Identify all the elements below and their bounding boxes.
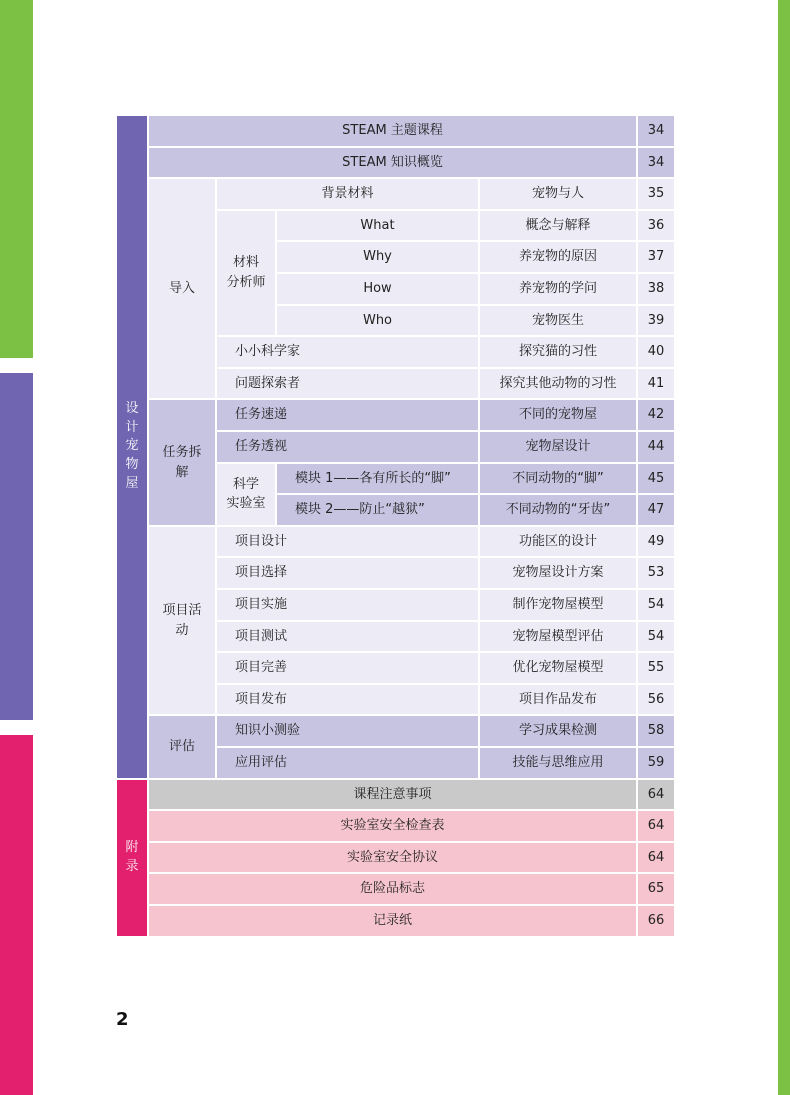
toc-page bbox=[638, 432, 674, 462]
toc-topic-text: 任务透视 bbox=[235, 439, 288, 455]
toc-title bbox=[480, 242, 636, 272]
toc-page bbox=[638, 685, 674, 715]
toc-page-text: 41 bbox=[647, 375, 665, 391]
toc-page-text: 56 bbox=[647, 691, 665, 707]
toc-page bbox=[638, 211, 674, 241]
toc-page bbox=[638, 653, 674, 683]
toc-topic-text: 知识小测验 bbox=[235, 723, 301, 739]
toc-title-text: 养宠物的原因 bbox=[518, 249, 597, 265]
toc-title-text: 概念与解释 bbox=[525, 217, 591, 233]
toc-title bbox=[480, 337, 636, 367]
toc-title-text: 探究猫的习性 bbox=[518, 344, 597, 360]
toc-topic-text: 项目实施 bbox=[235, 597, 288, 613]
appendix-title-text: 记录纸 bbox=[372, 913, 412, 929]
appendix-title bbox=[149, 780, 636, 810]
toc-topic-text: 项目完善 bbox=[235, 660, 288, 676]
toc-topic bbox=[277, 274, 478, 304]
toc-title-text: 功能区的设计 bbox=[518, 533, 597, 549]
toc-topic-text: How bbox=[363, 281, 392, 297]
toc-title bbox=[480, 495, 636, 525]
toc-page bbox=[638, 337, 674, 367]
toc-topic bbox=[217, 400, 478, 430]
table-of-contents bbox=[117, 116, 674, 938]
toc-title-text: 养宠物的学问 bbox=[518, 281, 597, 297]
appendix-title-text: 危险品标志 bbox=[359, 881, 425, 897]
toc-title-text: 宠物屋设计方案 bbox=[512, 565, 604, 581]
toc-title bbox=[480, 306, 636, 336]
appendix-title-text: 实验室安全协议 bbox=[346, 849, 438, 865]
toc-title-text: 不同动物的“脚” bbox=[512, 470, 604, 486]
toc-title-text: 宠物屋设计 bbox=[525, 439, 591, 455]
toc-title bbox=[480, 685, 636, 715]
toc-topic-text: 项目选择 bbox=[235, 565, 288, 581]
appendix-page-text: 64 bbox=[647, 786, 665, 802]
toc-topic-text: 模块 2——防止“越狱” bbox=[295, 502, 425, 518]
toc-title-text: 探究其他动物的习性 bbox=[499, 375, 617, 391]
toc-title bbox=[480, 716, 636, 746]
toc-title bbox=[149, 148, 636, 178]
appendix-page-text: 64 bbox=[647, 818, 665, 834]
toc-page bbox=[638, 116, 674, 146]
section-appendix-text: 附录 bbox=[125, 839, 139, 874]
toc-page bbox=[638, 179, 674, 209]
toc-page-text: 34 bbox=[647, 154, 665, 170]
group-decompose bbox=[149, 400, 215, 524]
toc-page bbox=[638, 748, 674, 778]
toc-page bbox=[638, 306, 674, 336]
toc-topic-text: 任务速递 bbox=[235, 407, 288, 423]
subgroup-lab-text: 科学 实验室 bbox=[226, 476, 266, 512]
toc-title-text: 技能与思维应用 bbox=[512, 755, 604, 771]
subgroup-analyst bbox=[217, 211, 275, 335]
toc-page-text: 49 bbox=[647, 533, 665, 549]
toc-topic bbox=[217, 685, 478, 715]
appendix-title bbox=[149, 874, 636, 904]
toc-title-text: 优化宠物屋模型 bbox=[512, 660, 604, 676]
toc-page bbox=[638, 400, 674, 430]
toc-title-text: 宠物屋模型评估 bbox=[512, 628, 604, 644]
toc-topic-text: 背景材料 bbox=[321, 186, 374, 202]
appendix-page bbox=[638, 843, 674, 873]
subgroup-analyst-text: 材料 分析师 bbox=[226, 255, 266, 290]
toc-topic bbox=[217, 432, 478, 462]
toc-title bbox=[480, 527, 636, 557]
toc-title-text: 制作宠物屋模型 bbox=[512, 597, 604, 613]
group-decompose-text: 任务拆 解 bbox=[162, 445, 202, 480]
toc-page bbox=[638, 622, 674, 652]
right-green-bar bbox=[778, 0, 790, 1095]
toc-topic bbox=[217, 622, 478, 652]
page-number: 2 bbox=[116, 1009, 129, 1030]
toc-topic bbox=[217, 558, 478, 588]
toc-page bbox=[638, 148, 674, 178]
toc-topic bbox=[217, 527, 478, 557]
appendix-title bbox=[149, 811, 636, 841]
toc-page-text: 37 bbox=[647, 249, 665, 265]
toc-title bbox=[480, 179, 636, 209]
toc-topic-text: 小小科学家 bbox=[235, 344, 301, 360]
toc-topic bbox=[277, 242, 478, 272]
toc-page-text: 38 bbox=[647, 281, 665, 297]
toc-title bbox=[480, 748, 636, 778]
toc-title-text: 宠物医生 bbox=[531, 312, 584, 328]
toc-page-text: 58 bbox=[647, 723, 665, 739]
toc-topic bbox=[217, 590, 478, 620]
group-project-text: 项目活 动 bbox=[162, 603, 202, 638]
toc-page bbox=[638, 590, 674, 620]
appendix-page bbox=[638, 874, 674, 904]
toc-page bbox=[638, 716, 674, 746]
section-design-house-text: 设计宠物屋 bbox=[125, 400, 139, 492]
appendix-title-text: 课程注意事项 bbox=[353, 786, 432, 802]
toc-title-text: STEAM 主题课程 bbox=[342, 123, 443, 139]
toc-page-text: 45 bbox=[647, 470, 665, 486]
group-project bbox=[149, 527, 215, 715]
group-evaluate-text: 评估 bbox=[168, 739, 195, 755]
toc-page-text: 36 bbox=[647, 217, 665, 233]
left-pink-bar bbox=[0, 735, 33, 1095]
toc-topic-text: 项目测试 bbox=[235, 628, 288, 644]
toc-page-text: 35 bbox=[647, 186, 665, 202]
toc-topic bbox=[217, 653, 478, 683]
toc-title bbox=[480, 274, 636, 304]
toc-page-text: 42 bbox=[647, 407, 665, 423]
toc-page-text: 34 bbox=[647, 123, 665, 139]
toc-topic-text: 问题探索者 bbox=[235, 375, 301, 391]
toc-title bbox=[149, 116, 636, 146]
toc-topic-text: 项目发布 bbox=[235, 691, 288, 707]
group-intro bbox=[149, 179, 215, 398]
toc-title-text: 项目作品发布 bbox=[518, 691, 597, 707]
toc-topic bbox=[217, 337, 478, 367]
toc-title bbox=[480, 653, 636, 683]
toc-topic bbox=[277, 211, 478, 241]
toc-title bbox=[480, 622, 636, 652]
toc-topic-text: 项目设计 bbox=[235, 533, 288, 549]
toc-title-text: 不同的宠物屋 bbox=[518, 407, 597, 423]
appendix-title bbox=[149, 906, 636, 936]
appendix-page-text: 65 bbox=[647, 881, 665, 897]
toc-page-text: 55 bbox=[647, 660, 665, 676]
toc-page bbox=[638, 527, 674, 557]
toc-topic-text: Why bbox=[363, 249, 392, 265]
toc-page-text: 54 bbox=[647, 628, 665, 644]
left-purple-bar bbox=[0, 373, 33, 720]
toc-title bbox=[480, 400, 636, 430]
toc-topic bbox=[277, 464, 478, 494]
toc-page-text: 54 bbox=[647, 597, 665, 613]
toc-title bbox=[480, 590, 636, 620]
toc-page-text: 44 bbox=[647, 439, 665, 455]
toc-title bbox=[480, 464, 636, 494]
toc-page-text: 59 bbox=[647, 755, 665, 771]
toc-title-text: 学习成果检测 bbox=[518, 723, 597, 739]
appendix-page-text: 66 bbox=[647, 913, 665, 929]
appendix-page bbox=[638, 811, 674, 841]
toc-topic bbox=[277, 306, 478, 336]
toc-topic-text: What bbox=[360, 217, 395, 233]
appendix-title-text: 实验室安全检查表 bbox=[340, 818, 445, 834]
toc-topic bbox=[217, 748, 478, 778]
left-green-bar bbox=[0, 0, 33, 358]
toc-title-text: STEAM 知识概览 bbox=[342, 154, 443, 170]
toc-page-text: 53 bbox=[647, 565, 665, 581]
toc-title bbox=[480, 432, 636, 462]
toc-page bbox=[638, 558, 674, 588]
toc-topic bbox=[217, 716, 478, 746]
toc-page bbox=[638, 274, 674, 304]
toc-page bbox=[638, 369, 674, 399]
toc-topic-text: 应用评估 bbox=[235, 755, 288, 771]
toc-topic-text: 模块 1——各有所长的“脚” bbox=[295, 470, 451, 486]
appendix-page bbox=[638, 906, 674, 936]
appendix-page-text: 64 bbox=[647, 849, 665, 865]
toc-page bbox=[638, 242, 674, 272]
section-appendix bbox=[117, 780, 147, 936]
toc-page-text: 39 bbox=[647, 312, 665, 328]
toc-title bbox=[480, 558, 636, 588]
toc-topic bbox=[217, 369, 478, 399]
toc-page-text: 47 bbox=[647, 502, 665, 518]
toc-topic bbox=[277, 495, 478, 525]
toc-topic bbox=[217, 179, 478, 209]
toc-title bbox=[480, 369, 636, 399]
toc-page bbox=[638, 464, 674, 494]
toc-page bbox=[638, 495, 674, 525]
section-design-house bbox=[117, 116, 147, 778]
toc-title-text: 宠物与人 bbox=[531, 186, 584, 202]
appendix-title bbox=[149, 843, 636, 873]
subgroup-lab bbox=[217, 464, 275, 525]
toc-topic-text: Who bbox=[362, 312, 393, 328]
toc-page-text: 40 bbox=[647, 344, 665, 360]
toc-title-text: 不同动物的“牙齿” bbox=[505, 502, 611, 518]
appendix-page bbox=[638, 780, 674, 810]
group-evaluate bbox=[149, 716, 215, 777]
group-intro-text: 导入 bbox=[168, 281, 195, 297]
toc-title bbox=[480, 211, 636, 241]
